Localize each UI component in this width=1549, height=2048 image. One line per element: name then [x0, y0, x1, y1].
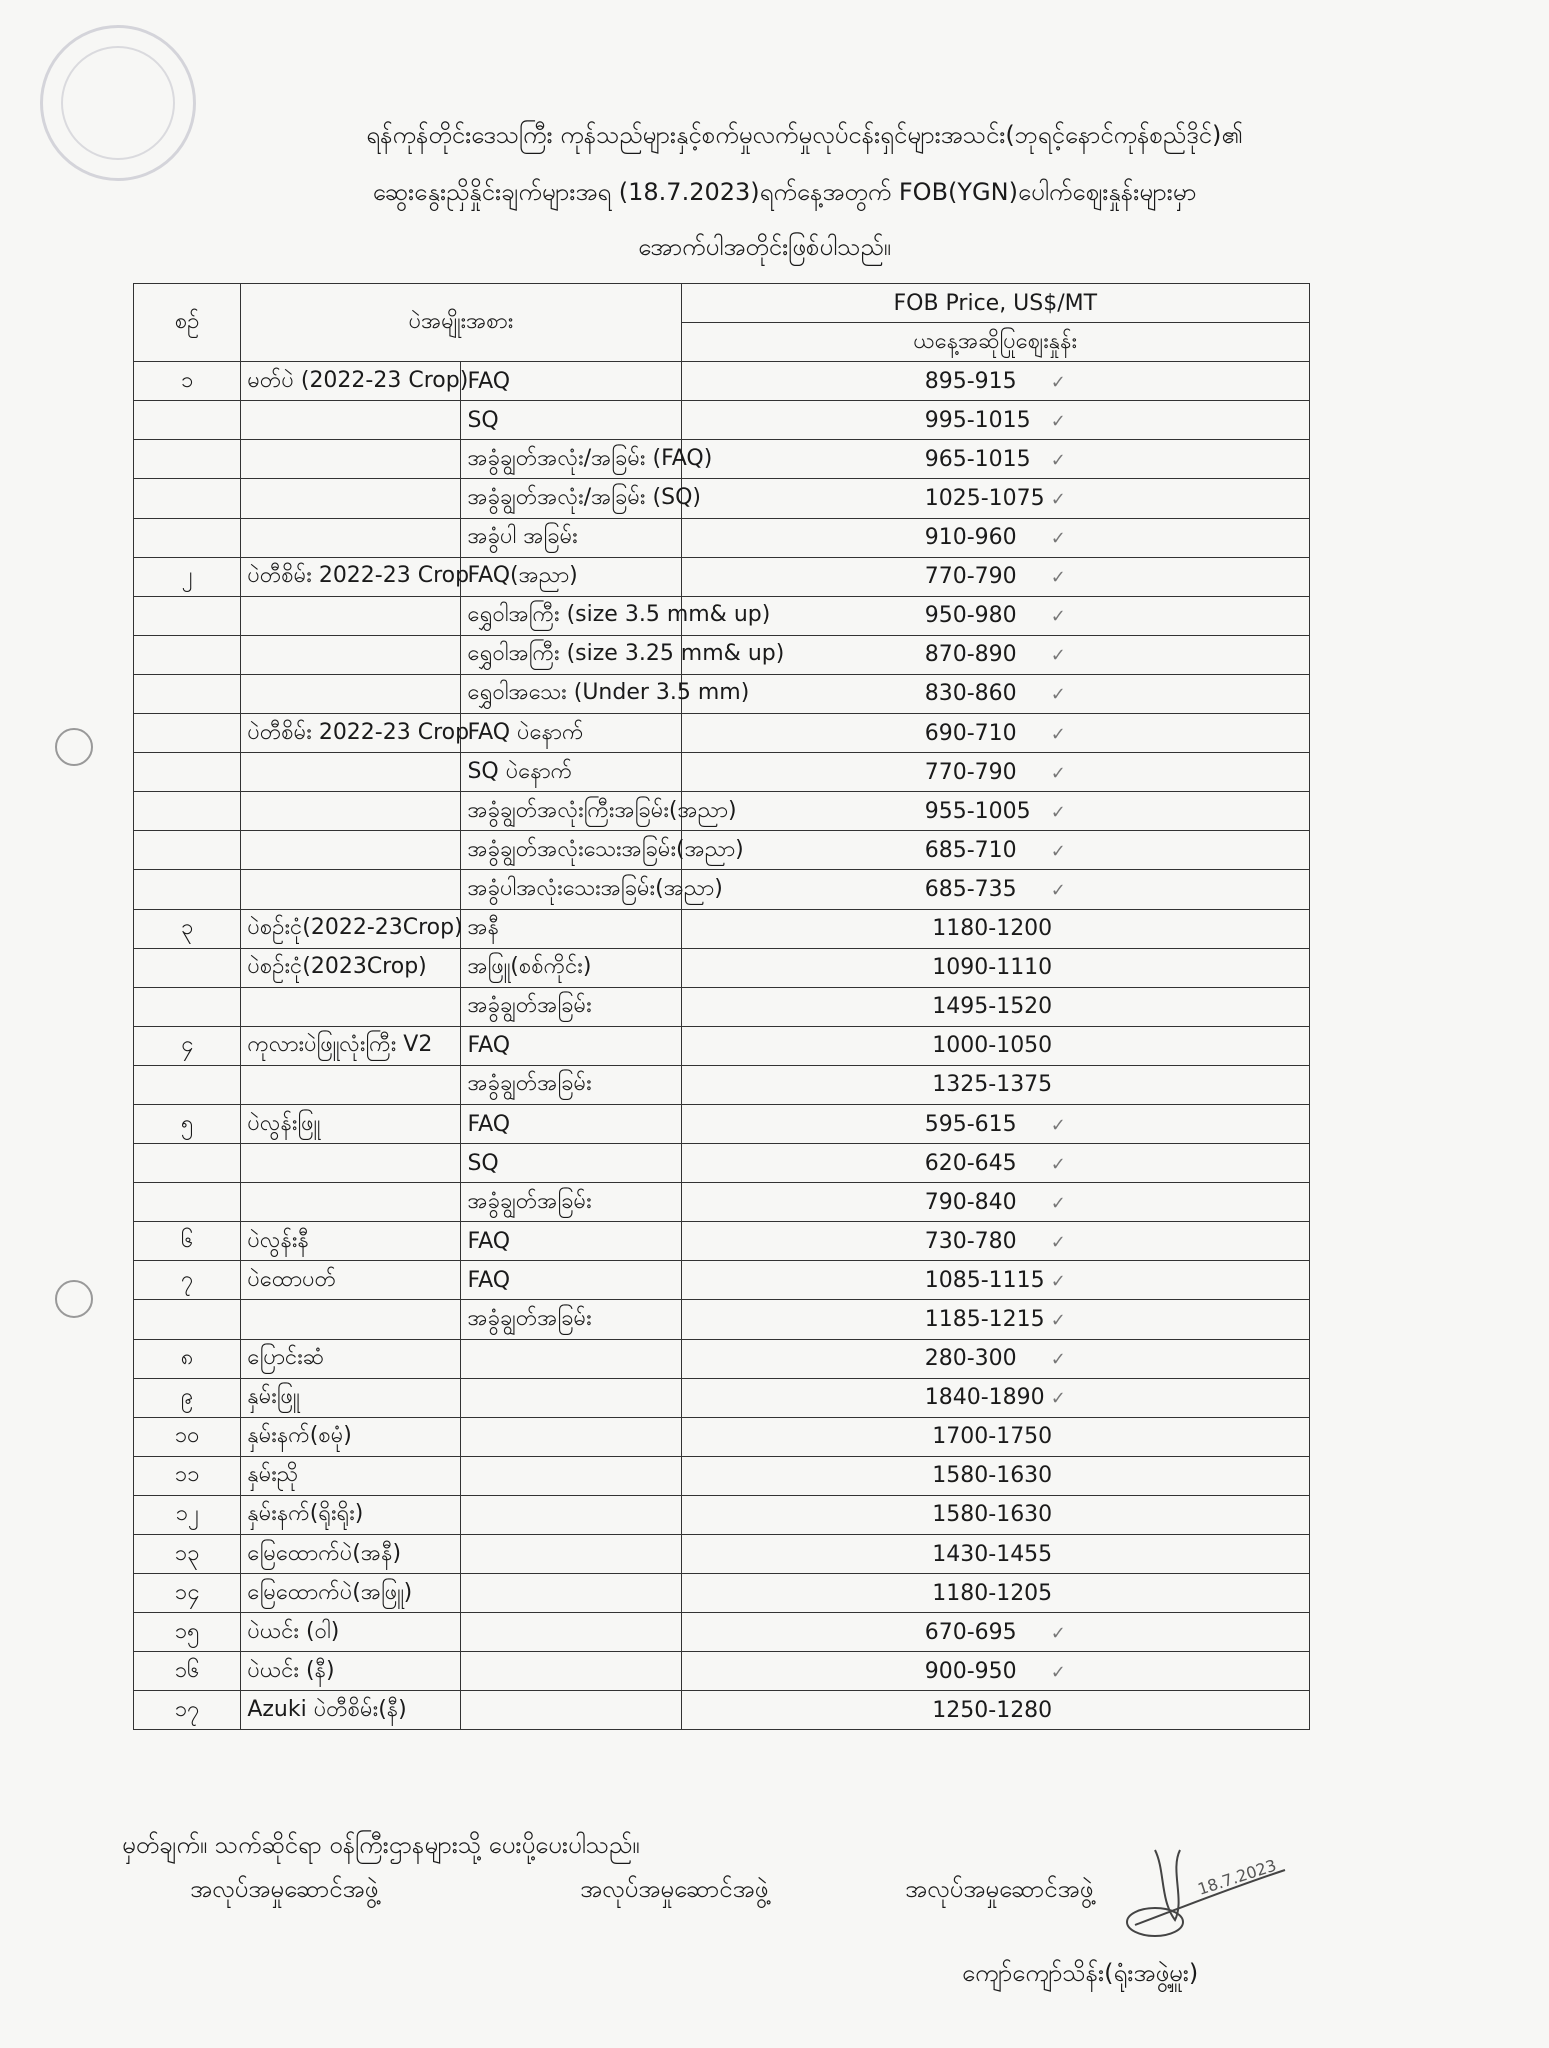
row-price-cell: [681, 909, 1309, 948]
row-price: 1250-1280: [932, 1697, 1053, 1723]
check-mark-icon: ✓: [1050, 528, 1066, 550]
row-grade: [461, 1691, 681, 1730]
row-number: [134, 792, 241, 831]
row-type: [241, 479, 461, 518]
check-mark-icon: ✓: [1050, 489, 1066, 511]
row-price: 1325-1375: [932, 1072, 1053, 1098]
row-grade: [461, 1613, 681, 1652]
table-row: [134, 987, 1310, 1026]
row-price-cell: [681, 362, 1309, 401]
row-grade: ရွှေဝါအသေး (Under 3.5 mm): [461, 674, 681, 713]
row-number: ၁၇: [134, 1691, 241, 1730]
row-price-cell: [681, 831, 1309, 870]
row-number: [134, 987, 241, 1026]
signature-label-1: အလုပ်အမှုဆောင်အဖွဲ့: [190, 1875, 379, 1903]
row-grade: SQ: [461, 1144, 681, 1183]
row-price-cell: [681, 1535, 1309, 1574]
table-row: [134, 1456, 1310, 1495]
row-grade: အခွံချွတ်အခြမ်း: [461, 1300, 681, 1339]
row-grade: အဖြူ(စစ်ကိုင်း): [461, 948, 681, 987]
row-grade: အခွံပါ အခြမ်း: [461, 518, 681, 557]
row-price-cell: [681, 479, 1309, 518]
row-number: ၁၃: [134, 1535, 241, 1574]
row-grade: အခွံပါအလုံးသေးအခြမ်း(အညာ): [461, 870, 681, 909]
row-grade: အခွံချွတ်အလုံး/အခြမ်း (FAQ): [461, 440, 681, 479]
check-mark-icon: ✓: [1050, 762, 1066, 784]
row-number: ၅: [134, 1104, 241, 1143]
row-price: 910-960: [924, 525, 1017, 551]
check-mark-icon: ✓: [1050, 1349, 1066, 1371]
check-mark-icon: ✓: [1050, 1270, 1066, 1292]
table-row: [134, 596, 1310, 635]
row-number: [134, 1300, 241, 1339]
row-number: [134, 753, 241, 792]
check-mark-icon: ✓: [1050, 1388, 1066, 1410]
table-row: [134, 1144, 1310, 1183]
row-type: [241, 1065, 461, 1104]
row-price-cell: [681, 1339, 1309, 1378]
check-mark-icon: ✓: [1050, 801, 1066, 823]
table-row: [134, 753, 1310, 792]
table-row: [134, 674, 1310, 713]
col-header-proposed: ယနေ့အဆိုပြုဈေးနှုန်း: [681, 323, 1309, 362]
table-row: [134, 479, 1310, 518]
table-row: [134, 1339, 1310, 1378]
row-type: နှမ်းညို: [241, 1456, 461, 1495]
row-price-cell: [681, 1613, 1309, 1652]
row-price-cell: [681, 557, 1309, 596]
row-number: ၆: [134, 1222, 241, 1261]
row-price: 1025-1075: [924, 486, 1045, 512]
table-row: [134, 1495, 1310, 1534]
row-number: ၈: [134, 1339, 241, 1378]
row-price: 730-780: [924, 1228, 1017, 1254]
row-number: ၁၂: [134, 1495, 241, 1534]
row-number: [134, 1065, 241, 1104]
col-header-type: ပဲအမျိုးအစား: [241, 284, 681, 362]
row-number: ၁၀: [134, 1417, 241, 1456]
row-price: 895-915: [924, 368, 1017, 394]
row-type: [241, 596, 461, 635]
row-price: 1700-1750: [932, 1424, 1053, 1450]
row-price: 690-710: [924, 720, 1017, 746]
row-type: မြေထောက်ပဲ(အဖြူ): [241, 1574, 461, 1613]
row-number: [134, 1144, 241, 1183]
check-mark-icon: ✓: [1050, 684, 1066, 706]
header-line-3: အောက်ပါအတိုင်းဖြစ်ပါသည်။: [638, 233, 891, 261]
row-price-cell: [681, 674, 1309, 713]
row-price: 770-790: [924, 759, 1017, 785]
row-number: ၁၆: [134, 1652, 241, 1691]
row-type: နှမ်းနက်(စမုံ): [241, 1417, 461, 1456]
row-grade: FAQ: [461, 1026, 681, 1065]
row-price: 280-300: [924, 1346, 1017, 1372]
row-number: ၂: [134, 557, 241, 596]
row-grade: [461, 1456, 681, 1495]
row-number: [134, 635, 241, 674]
table-row: [134, 518, 1310, 557]
check-mark-icon: ✓: [1050, 879, 1066, 901]
row-type: နှမ်းနက်(ရိုးရိုး): [241, 1495, 461, 1534]
row-price-cell: [681, 1495, 1309, 1534]
table-row: [134, 1300, 1310, 1339]
row-number: ၁၅: [134, 1613, 241, 1652]
check-mark-icon: ✓: [1050, 1192, 1066, 1214]
row-price-cell: [681, 1065, 1309, 1104]
table-row: [134, 1691, 1310, 1730]
table-row: [134, 557, 1310, 596]
row-price-cell: [681, 1261, 1309, 1300]
row-grade: အခွံချွတ်အလုံး/အခြမ်း (SQ): [461, 479, 681, 518]
row-type: [241, 674, 461, 713]
row-grade: အနီ: [461, 909, 681, 948]
row-type: [241, 753, 461, 792]
table-row: [134, 714, 1310, 753]
table-row: [134, 635, 1310, 674]
row-price-cell: [681, 1378, 1309, 1417]
row-number: [134, 401, 241, 440]
row-type: [241, 987, 461, 1026]
row-type: ပဲယင်း (နီ): [241, 1652, 461, 1691]
row-number: [134, 870, 241, 909]
row-price-cell: [681, 1104, 1309, 1143]
row-number: [134, 831, 241, 870]
row-price-cell: [681, 714, 1309, 753]
punch-hole: [55, 728, 93, 766]
row-type: မတ်ပဲ (2022-23 Crop): [241, 362, 461, 401]
row-grade: FAQ: [461, 1222, 681, 1261]
check-mark-icon: ✓: [1050, 449, 1066, 471]
row-price-cell: [681, 1417, 1309, 1456]
row-price-cell: [681, 440, 1309, 479]
row-price-cell: [681, 518, 1309, 557]
row-type: [241, 401, 461, 440]
row-type: ပဲယင်း (ဝါ): [241, 1613, 461, 1652]
row-price-cell: [681, 1574, 1309, 1613]
row-grade: ရွှေဝါအကြီး (size 3.5 mm& up): [461, 596, 681, 635]
row-grade: SQ ပဲနောက်: [461, 753, 681, 792]
signature-label-2: အလုပ်အမှုဆောင်အဖွဲ့: [580, 1875, 769, 1903]
row-price-cell: [681, 1300, 1309, 1339]
row-type: [241, 1300, 461, 1339]
row-type: [241, 1183, 461, 1222]
row-price: 1085-1115: [924, 1267, 1045, 1293]
row-price: 685-735: [924, 876, 1017, 902]
row-number: [134, 714, 241, 753]
row-price-cell: [681, 948, 1309, 987]
row-price: 1180-1200: [932, 916, 1053, 942]
row-number: [134, 674, 241, 713]
table-row: [134, 1065, 1310, 1104]
row-price: 670-695: [924, 1619, 1017, 1645]
row-price-cell: [681, 1456, 1309, 1495]
check-mark-icon: ✓: [1050, 1661, 1066, 1683]
row-grade: ရွှေဝါအကြီး (size 3.25 mm& up): [461, 635, 681, 674]
footer-note: မှတ်ချက်။ သက်ဆိုင်ရာ ဝန်ကြီးဌာနများသို့ ပေးပို့ပေးပါသည်။: [122, 1831, 640, 1859]
row-grade: [461, 1417, 681, 1456]
col-header-no: စဉ်: [134, 284, 241, 362]
check-mark-icon: ✓: [1050, 645, 1066, 667]
row-price-cell: [681, 401, 1309, 440]
row-grade: အခွံချွတ်အခြမ်း: [461, 987, 681, 1026]
table-row: [134, 1222, 1310, 1261]
row-price-cell: [681, 1144, 1309, 1183]
row-price: 995-1015: [924, 407, 1031, 433]
row-type: [241, 870, 461, 909]
row-type: ပြောင်းဆံ: [241, 1339, 461, 1378]
row-price: 1185-1215: [924, 1306, 1045, 1332]
row-type: ပဲစဉ်းငုံ(2023Crop): [241, 948, 461, 987]
table-row: [134, 870, 1310, 909]
association-seal: [40, 25, 196, 181]
price-table: [133, 283, 1310, 1730]
row-price: 1180-1205: [932, 1580, 1053, 1606]
row-grade: အခွံချွတ်အလုံးသေးအခြမ်း(အညာ): [461, 831, 681, 870]
row-price: 685-710: [924, 837, 1017, 863]
header-line-2: ဆွေးနွေးညှိနှိုင်းချက်များအရ (18.7.2023)ရက်နေ့အတွက် FOB(YGN)ပေါက်ဈေးနှုန်းများမှာ: [372, 178, 1197, 206]
row-grade: FAQ: [461, 1104, 681, 1143]
check-mark-icon: ✓: [1050, 410, 1066, 432]
table-row: [134, 1535, 1310, 1574]
table-row: [134, 1104, 1310, 1143]
row-price: 955-1005: [924, 798, 1031, 824]
row-price-cell: [681, 1026, 1309, 1065]
row-grade: FAQ(အညာ): [461, 557, 681, 596]
row-price: 1580-1630: [932, 1463, 1053, 1489]
check-mark-icon: ✓: [1050, 1153, 1066, 1175]
row-price-cell: [681, 1652, 1309, 1691]
row-grade: [461, 1378, 681, 1417]
signature-label-3: အလုပ်အမှုဆောင်အဖွဲ့: [905, 1875, 1094, 1903]
handwritten-signature: [1115, 1830, 1295, 1950]
row-price-cell: [681, 987, 1309, 1026]
row-grade: [461, 1495, 681, 1534]
row-price: 1430-1455: [932, 1541, 1053, 1567]
check-mark-icon: ✓: [1050, 1309, 1066, 1331]
row-type: [241, 635, 461, 674]
row-type: [241, 518, 461, 557]
header-line-1: ရန်ကုန်တိုင်းဒေသကြီး ကုန်သည်များနှင့်စက်မှုလက်မှုလုပ်ငန်းရှင်များအသင်း(ဘုရင့်နောင်ကုန်စည်ဒိုင်)၏: [366, 121, 1243, 149]
row-number: [134, 596, 241, 635]
row-price-cell: [681, 753, 1309, 792]
row-price-cell: [681, 870, 1309, 909]
row-price-cell: [681, 1691, 1309, 1730]
row-number: [134, 479, 241, 518]
row-number: [134, 518, 241, 557]
row-type: ပဲလွန်းဖြူ: [241, 1104, 461, 1143]
row-type: Azuki ပဲတီစိမ်း(နီ): [241, 1691, 461, 1730]
row-type: [241, 792, 461, 831]
row-price: 790-840: [924, 1189, 1017, 1215]
row-number: ၁၁: [134, 1456, 241, 1495]
row-price: 950-980: [924, 603, 1017, 629]
check-mark-icon: ✓: [1050, 371, 1066, 393]
table-row: [134, 1652, 1310, 1691]
row-price-cell: [681, 792, 1309, 831]
row-number: ၁၄: [134, 1574, 241, 1613]
row-price: 595-615: [924, 1111, 1017, 1137]
row-type: မြေထောက်ပဲ(အနီ): [241, 1535, 461, 1574]
row-grade: [461, 1535, 681, 1574]
row-type: ပဲလွန်းနီ: [241, 1222, 461, 1261]
row-price-cell: [681, 1183, 1309, 1222]
row-price: 1840-1890: [924, 1385, 1045, 1411]
table-row: [134, 1378, 1310, 1417]
row-grade: FAQ ပဲနောက်: [461, 714, 681, 753]
table-row: [134, 909, 1310, 948]
check-mark-icon: ✓: [1050, 840, 1066, 862]
row-grade: SQ: [461, 401, 681, 440]
punch-hole: [55, 1280, 93, 1318]
row-type: ပဲစဉ်းငုံ(2022-23Crop): [241, 909, 461, 948]
row-price: 770-790: [924, 564, 1017, 590]
row-number: [134, 948, 241, 987]
row-price: 620-645: [924, 1150, 1017, 1176]
row-type: ကုလားပဲဖြူလုံးကြီး V2: [241, 1026, 461, 1065]
table-row: [134, 1417, 1310, 1456]
table-row: [134, 831, 1310, 870]
row-number: ၄: [134, 1026, 241, 1065]
row-type: [241, 440, 461, 479]
signature-date: 18.7.2023: [1195, 1855, 1279, 1899]
table-row: [134, 1261, 1310, 1300]
check-mark-icon: ✓: [1050, 1622, 1066, 1644]
col-header-price: FOB Price, US$/MT: [681, 284, 1309, 323]
row-price: 1580-1630: [932, 1502, 1053, 1528]
check-mark-icon: ✓: [1050, 567, 1066, 589]
row-type: [241, 1144, 461, 1183]
row-number: ၇: [134, 1261, 241, 1300]
row-grade: [461, 1339, 681, 1378]
row-type: [241, 831, 461, 870]
row-number: ၁: [134, 362, 241, 401]
check-mark-icon: ✓: [1050, 1114, 1066, 1136]
row-price: 1090-1110: [932, 955, 1053, 981]
row-number: ၉: [134, 1378, 241, 1417]
check-mark-icon: ✓: [1050, 1231, 1066, 1253]
price-rows: [134, 362, 1310, 1730]
row-grade: [461, 1574, 681, 1613]
row-price: 830-860: [924, 681, 1017, 707]
row-grade: အခွံချွတ်အခြမ်း: [461, 1065, 681, 1104]
row-grade: FAQ: [461, 362, 681, 401]
check-mark-icon: ✓: [1050, 606, 1066, 628]
row-price-cell: [681, 596, 1309, 635]
row-number: ၃: [134, 909, 241, 948]
row-price: 900-950: [924, 1658, 1017, 1684]
row-price: 1495-1520: [932, 994, 1053, 1020]
row-price-cell: [681, 1222, 1309, 1261]
table-row: [134, 948, 1310, 987]
table-row: [134, 1026, 1310, 1065]
row-type: ပဲတီစိမ်း 2022-23 Crop: [241, 714, 461, 753]
row-price: 870-890: [924, 642, 1017, 668]
table-row: [134, 1574, 1310, 1613]
table-row: [134, 362, 1310, 401]
signer-name: ကျော်ကျော်သိန်း(ရုံးအဖွဲ့မှူး): [962, 1959, 1199, 1987]
table-row: [134, 792, 1310, 831]
check-mark-icon: ✓: [1050, 723, 1066, 745]
row-grade: FAQ: [461, 1261, 681, 1300]
row-grade: အခွံချွတ်အလုံးကြီးအခြမ်း(အညာ): [461, 792, 681, 831]
row-type: နှမ်းဖြူ: [241, 1378, 461, 1417]
table-row: [134, 401, 1310, 440]
row-type: ပဲတီစိမ်း 2022-23 Crop: [241, 557, 461, 596]
table-row: [134, 440, 1310, 479]
table-row: [134, 1183, 1310, 1222]
row-grade: အခွံချွတ်အခြမ်း: [461, 1183, 681, 1222]
row-price: 965-1015: [924, 446, 1031, 472]
row-grade: [461, 1652, 681, 1691]
row-number: [134, 440, 241, 479]
row-price: 1000-1050: [932, 1033, 1053, 1059]
row-type: ပဲထောပတ်: [241, 1261, 461, 1300]
row-number: [134, 1183, 241, 1222]
table-row: [134, 1613, 1310, 1652]
